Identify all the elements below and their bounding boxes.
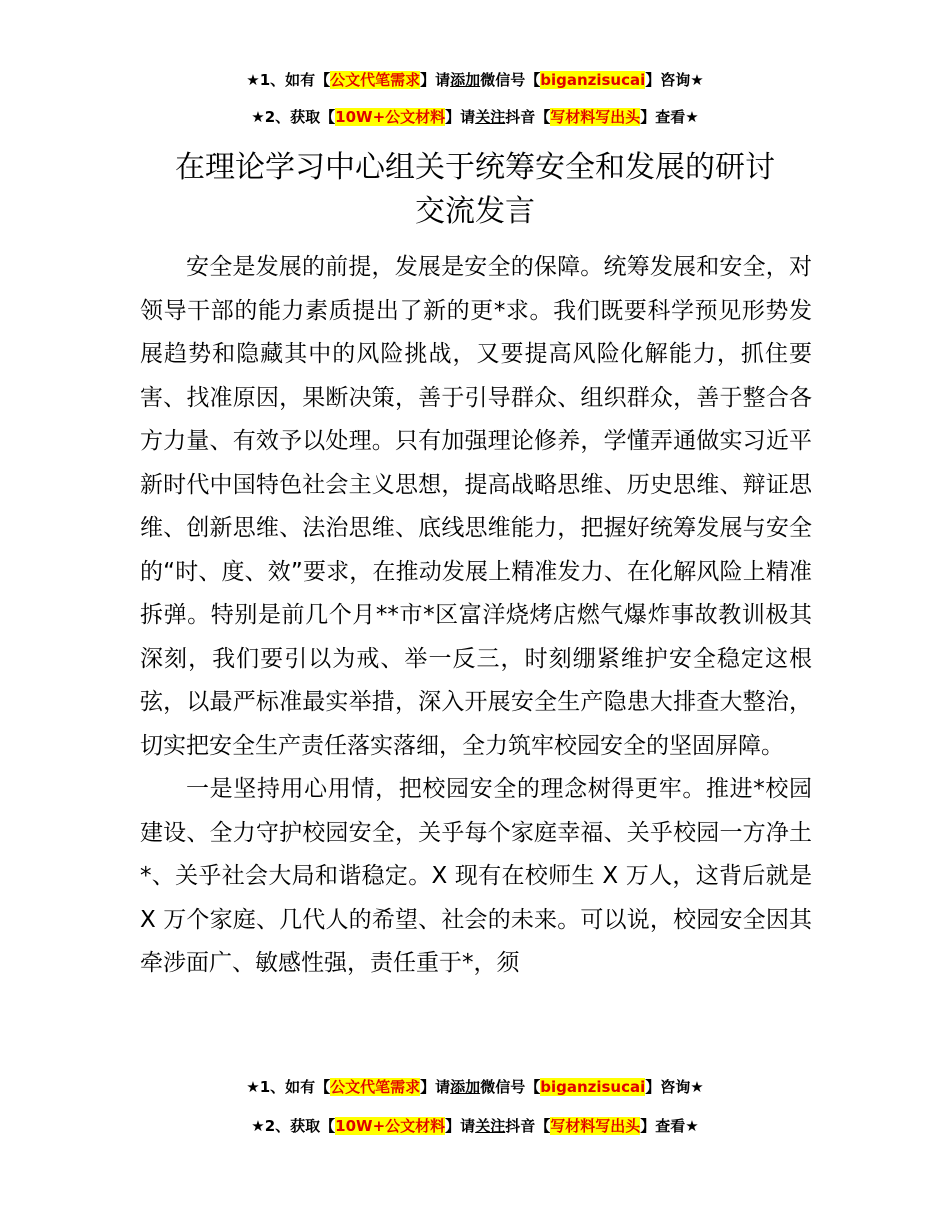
promo-text: 】查看 bbox=[640, 108, 686, 126]
title-line-2: 交流发言 bbox=[415, 194, 535, 229]
promo-text: 抖音【 bbox=[505, 108, 551, 126]
promo-line-2-bottom bbox=[0, 1116, 950, 1136]
star-icon: ★ bbox=[246, 1078, 260, 1096]
promo-text: 】请 bbox=[445, 108, 476, 126]
promo-highlight: 10W+公文材料 bbox=[335, 108, 446, 126]
document-title bbox=[120, 146, 830, 234]
promo-text: 1、如有【 bbox=[259, 1078, 331, 1096]
promo-highlight: biganzisucai bbox=[540, 71, 646, 89]
star-icon: ★ bbox=[246, 71, 260, 89]
promo-underlined: 添加 bbox=[450, 1078, 481, 1096]
promo-text: 抖音【 bbox=[505, 1117, 551, 1135]
promo-line-1-bottom bbox=[0, 1077, 950, 1097]
promo-underlined: 关注 bbox=[475, 108, 506, 126]
paragraph-2: 一是坚持用心用情，把校园安全的理念树得更牢。推进*校园建设、全力守护校园安全，关乎每个家庭幸福、关乎校园一方净土*、关乎社会大局和谐稳定。X 现有在校师生 X 万人，这背后就是 X 万个家庭、几代人的希望、社会的未来。可以说，校园安全因其牵涉面广、敏感性强，责任重于*，须 bbox=[140, 776, 812, 976]
promo-highlight: 10W+公文材料 bbox=[335, 1117, 446, 1135]
paragraph-1: 安全是发展的前提，发展是安全的保障。统筹发展和安全，对领导干部的能力素质提出了新的更*求。我们既要科学预见形势发展趋势和隐藏其中的风险挑战，又要提高风险化解能力，抓住要害、找准原因，果断决策，善于引导群众、组织群众，善于整合各方力量、有效予以处理。只有加强理论修养，学懂弄通做实习近平新时代中国特色社会主义思想，提高战略思维、历史思维、辩证思维、创新思维、法治思维、底线思维能力，把握好统筹发展与安全的“时、度、效”要求，在推动发展上精准发力、在化解风险上精准拆弹。特别是前几个月**市*区富洋烧烤店燃气爆炸事故教训极其深刻，我们要引以为戒、举一反三，时刻绷紧维护安全稳定这根弦，以最严标准最实举措，深入开展安全生产隐患大排查大整治，切实把安全生产责任落实落细，全力筑牢校园安全的坚固屏障。 bbox=[140, 254, 812, 759]
promo-text: 】查看 bbox=[640, 1117, 686, 1135]
promo-line-2-top bbox=[0, 107, 950, 127]
promo-text: 】咨询 bbox=[645, 1078, 691, 1096]
document-body bbox=[140, 246, 812, 986]
promo-line-1-top bbox=[0, 70, 950, 90]
promo-text: 】请 bbox=[445, 1117, 476, 1135]
promo-text: 】请 bbox=[420, 1078, 451, 1096]
star-icon: ★ bbox=[685, 108, 699, 126]
promo-text: 】咨询 bbox=[645, 71, 691, 89]
promo-highlight: 写材料写出头 bbox=[550, 108, 641, 126]
promo-highlight: 公文代笔需求 bbox=[330, 1078, 421, 1096]
promo-text: 微信号【 bbox=[480, 71, 541, 89]
title-line-1: 在理论学习中心组关于统筹安全和发展的研讨 bbox=[175, 150, 775, 185]
promo-highlight: 公文代笔需求 bbox=[330, 71, 421, 89]
promo-highlight: biganzisucai bbox=[540, 1078, 646, 1096]
promo-text: 微信号【 bbox=[480, 1078, 541, 1096]
promo-text: 2、获取【 bbox=[264, 108, 336, 126]
promo-text: 】请 bbox=[420, 71, 451, 89]
promo-text: 2、获取【 bbox=[264, 1117, 336, 1135]
star-icon: ★ bbox=[251, 108, 265, 126]
promo-text: 1、如有【 bbox=[259, 71, 331, 89]
star-icon: ★ bbox=[690, 71, 704, 89]
promo-underlined: 添加 bbox=[450, 71, 481, 89]
star-icon: ★ bbox=[251, 1117, 265, 1135]
promo-highlight: 写材料写出头 bbox=[550, 1117, 641, 1135]
star-icon: ★ bbox=[690, 1078, 704, 1096]
star-icon: ★ bbox=[685, 1117, 699, 1135]
promo-underlined: 关注 bbox=[475, 1117, 506, 1135]
